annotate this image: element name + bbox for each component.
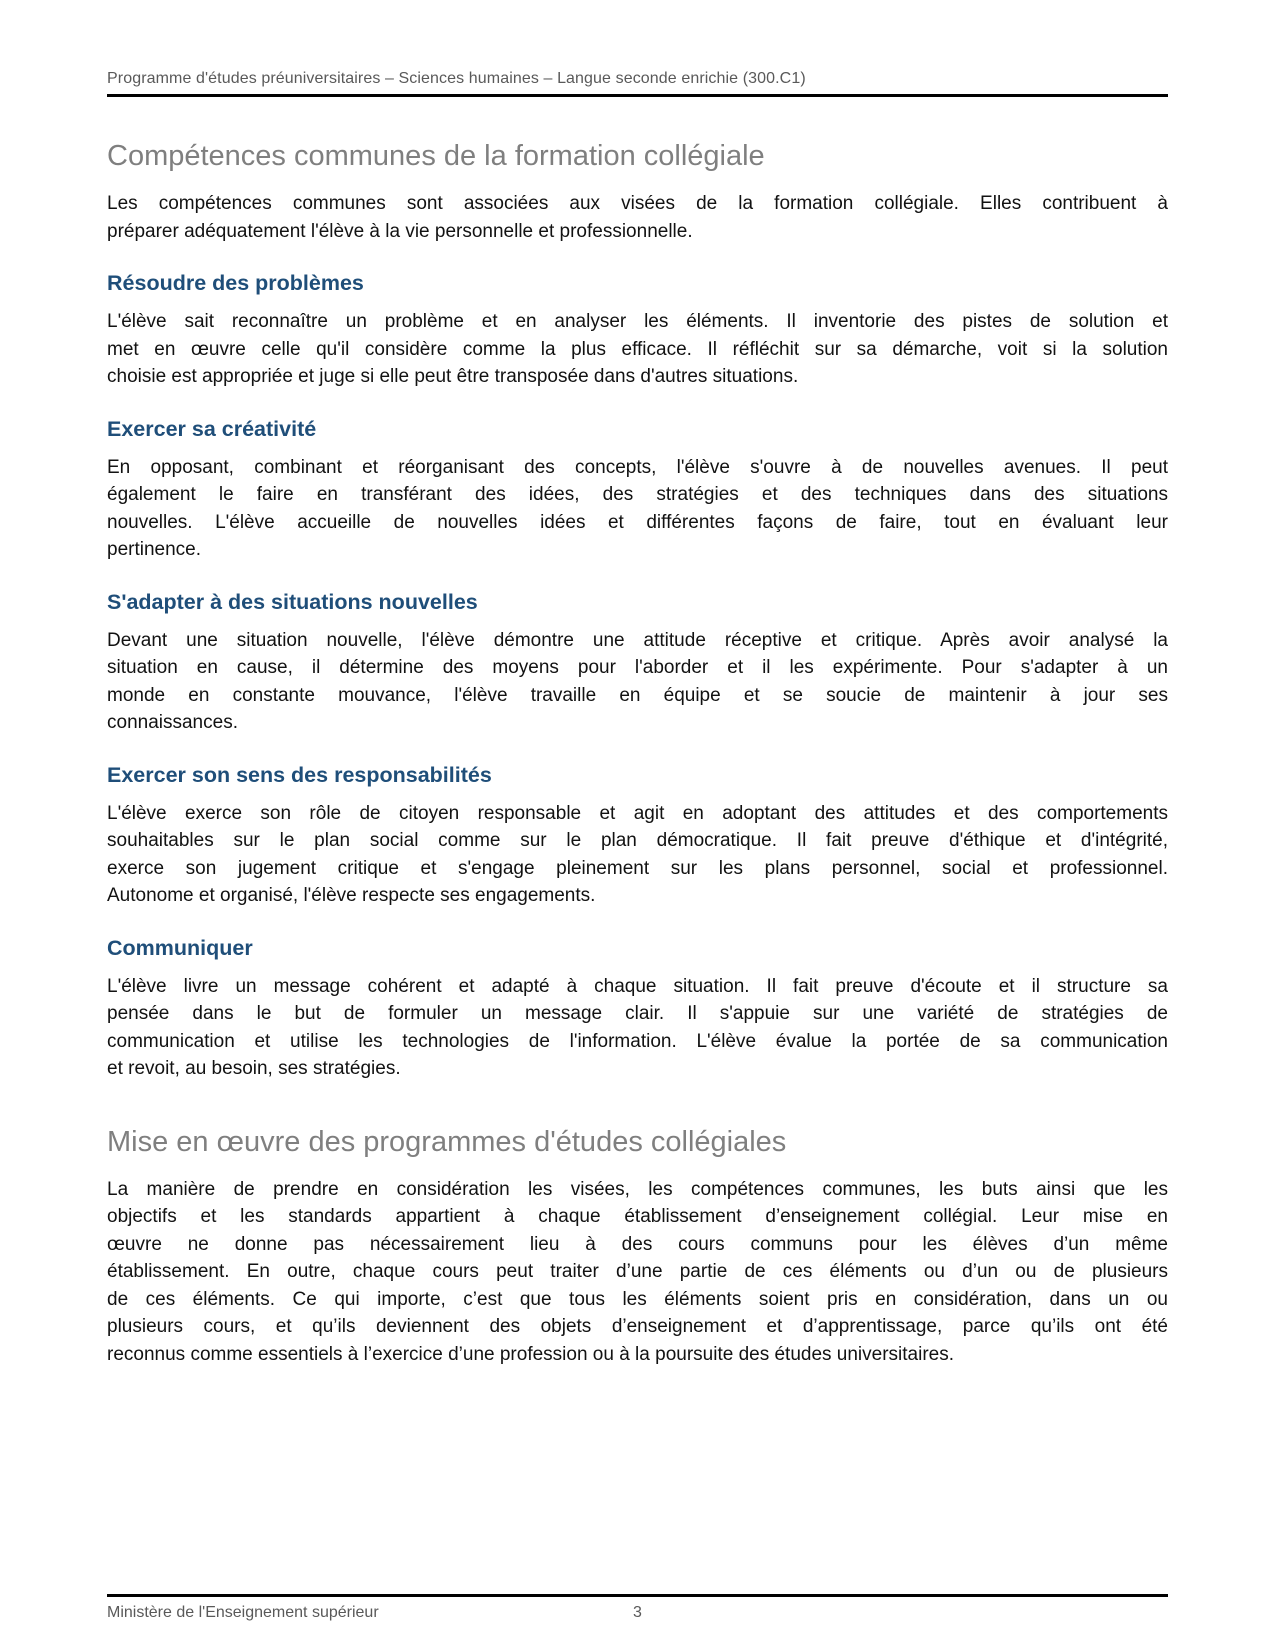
paragraph-communiquer bbox=[107, 973, 1168, 1083]
header-rule bbox=[107, 94, 1168, 97]
paragraph-sadapter-situations-nouvelles-line: situation en cause, il détermine des moyens pour l'aborder et il les expérimente. Pour s'adapter à un bbox=[107, 657, 1168, 678]
paragraph-intro-competences-line: Les compétences communes sont associées aux visées de la formation collégiale. Elles contribuent à bbox=[107, 193, 1168, 214]
paragraph-mise-en-oeuvre-line: reconnus comme essentiels à l’exercice d’une profession ou à la poursuite des études universitaires. bbox=[107, 1343, 955, 1365]
running-header-text: Programme d'études préuniversitaires – Sciences humaines – Langue seconde enrichie (300.C1) bbox=[107, 70, 806, 87]
paragraph-mise-en-oeuvre-line: plusieurs cours, et qu’ils deviennent des objets d’enseignement et d’apprentissage, parce qu’ils ont été bbox=[107, 1316, 1168, 1337]
footer-page-number: 3 bbox=[633, 1604, 642, 1621]
document-body bbox=[0, 139, 1275, 1368]
footer-row bbox=[107, 1604, 1168, 1622]
paragraph-sadapter-situations-nouvelles-line: connaissances. bbox=[107, 712, 238, 733]
paragraph-exercer-sa-creativite-line: nouvelles. L'élève accueille de nouvelles idées et différentes façons de faire, tout en évaluant leur bbox=[107, 511, 1168, 533]
paragraph-intro-competences-line: préparer adéquatement l'élève à la vie personnelle et professionnelle. bbox=[107, 220, 693, 242]
paragraph-mise-en-oeuvre-line: de ces éléments. Ce qui importe, c’est que tous les éléments soient pris en considération, dans un ou bbox=[107, 1288, 1168, 1310]
paragraph-exercer-sa-creativite bbox=[107, 454, 1168, 564]
footer-rule bbox=[107, 1594, 1168, 1597]
paragraph-sadapter-situations-nouvelles bbox=[107, 627, 1168, 737]
paragraph-sadapter-situations-nouvelles-line: Devant une situation nouvelle, l'élève démontre une attitude réceptive et critique. Après avoir analysé la bbox=[107, 629, 1168, 651]
paragraph-mise-en-oeuvre-line: œuvre ne donne pas nécessairement lieu à des cours communs pour les élèves d’un même bbox=[107, 1233, 1168, 1255]
paragraph-resoudre-des-problemes-line: L'élève sait reconnaître un problème et en analyser les éléments. Il inventorie des pistes de solution et bbox=[107, 311, 1168, 332]
paragraph-mise-en-oeuvre bbox=[107, 1176, 1168, 1369]
paragraph-exercer-sens-responsabilites-line: exerce son jugement critique et s'engage pleinement sur les plans personnel, social et professionnel. bbox=[107, 857, 1168, 879]
paragraph-exercer-sa-creativite-line: En opposant, combinant et réorganisant des concepts, l'élève s'ouvre à de nouvelles avenues. Il peut bbox=[107, 456, 1168, 478]
paragraph-resoudre-des-problemes-line: choisie est appropriée et juge si elle peut être transposée dans d'autres situations. bbox=[107, 366, 799, 387]
paragraph-communiquer-line: et revoit, au besoin, ses stratégies. bbox=[107, 1058, 401, 1079]
paragraph-exercer-sens-responsabilites bbox=[107, 800, 1168, 910]
paragraph-exercer-sens-responsabilites-line: Autonome et organisé, l'élève respecte ses engagements. bbox=[107, 885, 596, 906]
paragraph-communiquer-line: communication et utilise les technologies de l'information. L'élève évalue la portée de sa communication bbox=[107, 1030, 1168, 1052]
paragraph-mise-en-oeuvre-line: La manière de prendre en considération les visées, les compétences communes, les buts ainsi que les bbox=[107, 1178, 1168, 1200]
footer-ministry-label: Ministère de l'Enseignement supérieur bbox=[107, 1604, 379, 1621]
paragraph-mise-en-oeuvre-line: établissement. En outre, chaque cours peut traiter d’une partie de ces éléments ou d’un ou de plusieurs bbox=[107, 1261, 1168, 1282]
page-header bbox=[0, 0, 1275, 97]
paragraph-intro-competences bbox=[107, 190, 1168, 245]
heading-exercer-sens-responsabilites: Exercer son sens des responsabilités bbox=[107, 762, 492, 787]
paragraph-exercer-sens-responsabilites-line: L'élève exerce son rôle de citoyen responsable et agit en adoptant des attitudes et des comportements bbox=[107, 802, 1168, 824]
heading-exercer-sa-creativite: Exercer sa créativité bbox=[107, 416, 317, 441]
paragraph-mise-en-oeuvre-line: objectifs et les standards appartient à chaque établissement d’enseignement collégial. Leur mise en bbox=[107, 1206, 1168, 1227]
heading-sadapter-situations-nouvelles: S'adapter à des situations nouvelles bbox=[107, 589, 478, 614]
page-footer bbox=[107, 1594, 1168, 1622]
paragraph-sadapter-situations-nouvelles-line: monde en constante mouvance, l'élève travaille en équipe et se soucie de maintenir à jour ses bbox=[107, 684, 1168, 706]
title-mise-en-oeuvre: Mise en œuvre des programmes d'études collégiales bbox=[107, 1125, 787, 1158]
title-competences-communes: Compétences communes de la formation collégiale bbox=[107, 140, 765, 172]
paragraph-communiquer-line: pensée dans le but de formuler un message clair. Il s'appuie sur une variété de stratégies de bbox=[107, 1003, 1168, 1024]
paragraph-exercer-sens-responsabilites-line: souhaitables sur le plan social comme sur le plan démocratique. Il fait preuve d'éthique et d'intégrité, bbox=[107, 830, 1168, 851]
paragraph-exercer-sa-creativite-line: également le faire en transférant des idées, des stratégies et des techniques dans des situations bbox=[107, 484, 1168, 505]
paragraph-exercer-sa-creativite-line: pertinence. bbox=[107, 539, 202, 560]
paragraph-resoudre-des-problemes-line: met en œuvre celle qu'il considère comme la plus efficace. Il réfléchit sur sa démarche, voit si la solution bbox=[107, 338, 1168, 360]
heading-communiquer: Communiquer bbox=[107, 935, 253, 960]
paragraph-resoudre-des-problemes bbox=[107, 308, 1168, 391]
paragraph-communiquer-line: L'élève livre un message cohérent et adapté à chaque situation. Il fait preuve d'écoute et il structure sa bbox=[107, 975, 1168, 997]
heading-resoudre-des-problemes: Résoudre des problèmes bbox=[107, 271, 364, 295]
